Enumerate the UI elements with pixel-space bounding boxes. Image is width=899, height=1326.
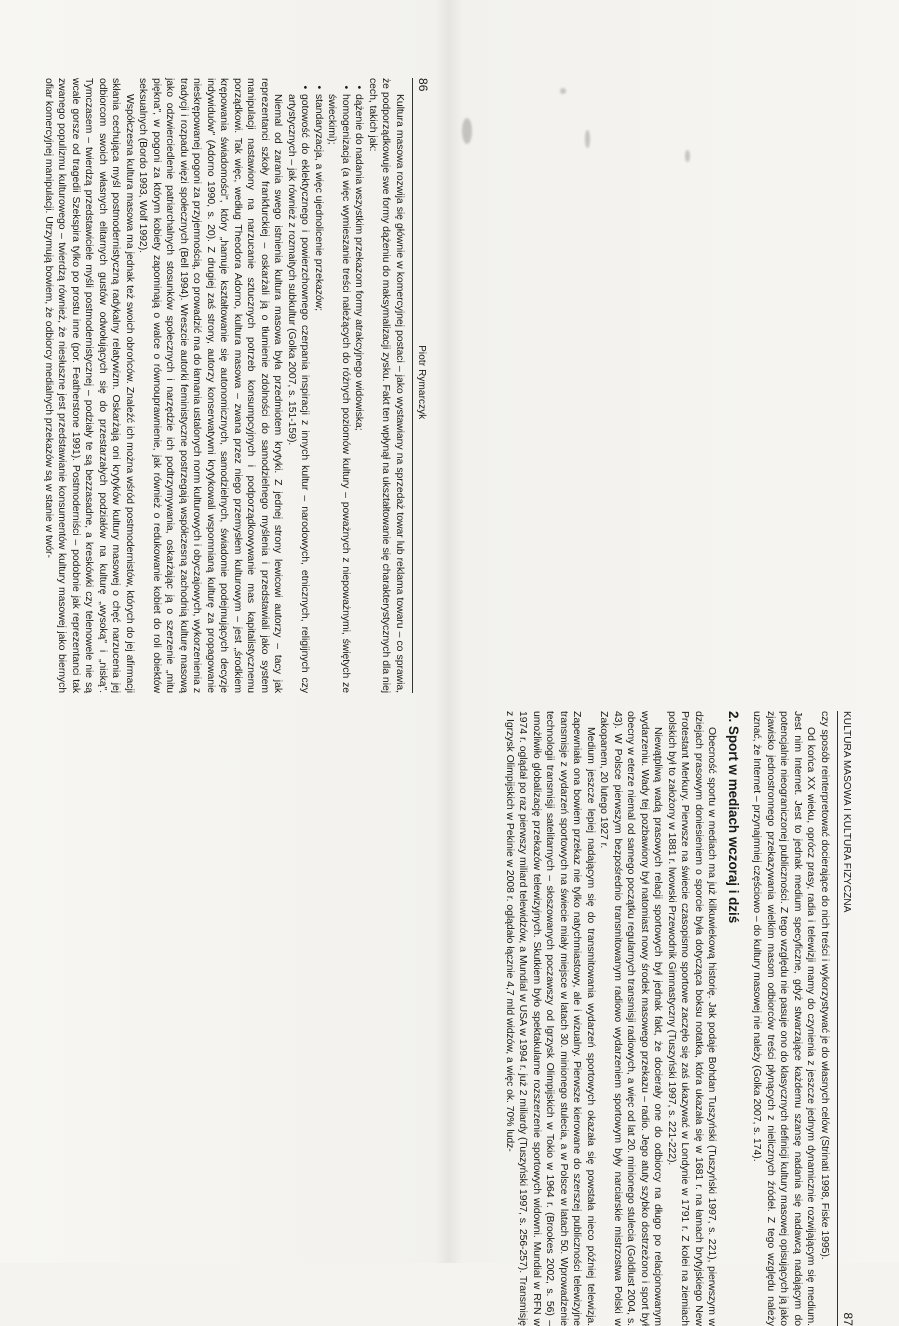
bullet-list (285, 78, 366, 693)
scan-smudge (560, 88, 566, 94)
bullet-item: • homogenizacja (a więc wymieszanie treści należących do różnych poziomów kultury – poważnych z niepoważnymi, świętych ze świeckimi); (325, 92, 352, 693)
text-column (503, 711, 832, 1326)
paragraph: Kultura masowa rozwija się głównie w komercyjnej postaci – jako wystawiany na sprzedaż towar lub reklama towaru – co sprawia, że podporządkowuje swe formy dążeniu do maksymalizacji zysku. Fakt ten wpłynął na ukształtowanie się charakterystycznych dla niej cech, takich jak: (367, 78, 405, 693)
page-header (837, 711, 855, 1326)
page-header (412, 78, 430, 693)
paragraph: Współczesna kultura masowa ma jednak też swoich obrońców. Znaleźć ich można wśród postmodernistów, których do jej afirmacji skłania cechująca myśl postmodernistyczną radykalny relatywizm. Oskarżają oni krytyków kultury masowej o chęć narzucenia jej odbiorcom swoich własnych elitarnych gustów odwołujących się do przestarzałych podziałów na kulturę „wysoką" i „niską". Tymczasem – twierdzą przedstawiciele myśli postmodernistycznej – podziały te są bezzasadne, a kreskówki czy telenowele nie są wcale gorsze od tragedii Szekspira tylko po prostu inne (por. Featherstone 1991). Postmoderniści – podobnie jak reprezentanci tak zwanego populizmu kulturowego – twierdzą również, że niesłuszne jest przedstawianie konsumentów kultury masowej jako biernych ofiar komercyjnej manipulacji. Utrzymują bowiem, że odbiorcy medialnych przekazów są w stanie w twór- (43, 78, 135, 693)
running-head: Piotr Rymarczyk (416, 345, 427, 420)
scan-smudge (585, 130, 590, 148)
paragraph: Niemal od zarania swego istnienia kultura masowa była przedmiotem krytyki. Z jednej strony lewicowi autorzy – tacy jak reprezentanci szkoły frankfurckiej – oskarżali ją o tłumienie zdolności do samodzielnego myślenia i przedstawiali jako system manipulacji nastawiony na narzucanie sztucznych potrzeb konsumpcyjnych i podporządkowywanie mas kapitalistycznemu porządkowi. Tak więc, według Theodora Adorno, kultura masowa – zwana przez niego przemysłem kulturowym – jest „środkiem krępowania świadomości", który „hamuje kształtowanie się autonomicznych, samodzielnych, świadomie podejmujących decyzje indywiduów" (Adorno 1990, s. 20). Z drugiej zaś strony, autorzy konserwatywni krytykowali wspomnianą kulturę za propagowanie nieskrępowanej pogoni za przyjemnością, co prowadzić ma do łamania ustalonych norm kulturowych i obyczajowych, wykorzenienia z tradycji i rozpadu więzi społecznych (Bell 1994). Wreszcie autorki feministyczne postrzegają współczesną zachodnią kulturę masową jako odzwierciedlenie patriarchalnych stosunków społecznych i narzędzie ich podtrzymywania, oskarżając ją o szerzenie „mitu piękna", w pogoni za którym kobiety zapominają o walce o równouprawnienie, jak również o redukowanie kobiet do roli obiektów seksualnych (Bordo 1993, Wolf 1992). (137, 78, 284, 693)
page-number: 87 (841, 1312, 855, 1326)
page-number: 86 (416, 78, 430, 92)
bullet-item: • dążenie do nadania wszystkim przekazom formy atrakcyjnego widowiska; (352, 92, 366, 693)
page-87 (435, 711, 855, 1326)
bullet-item: • gotowość do eklektycznego i powierzchownego czerpania inspiracji z innych kultur – narodowych, etnicznych, religijnych czy artystycznych – jak również z rozmaitych subkultur (Golka 2007, s. 151-159). (285, 92, 312, 693)
page-86 (10, 78, 430, 693)
paragraph: Medium jeszcze lepiej nadającym się do transmitowania wydarzeń sportowych okazała się powstała nieco później telewizja. Zapewniała ona bowiem przekaz nie tylko natychmiastowy, ale i wizualny. Pierwsze kierowane do szerszej publiczności telewizyjne transmisje z wydarzeń sportowych na świecie miały miejsce w latach 30. minionego stulecia, a w Polsce w latach 50. Wprowadzenie technologii transmisji satelitarnych – słoszowanych poczawszy od Igrzysk Olimpijskich w Tokio w 1964 r. (Brookes 2002, s. 56) – umożliwiło globalizację przekazów telewizyjnych. Skutkiem było spektakularne rozszerzenie sportowych widowni. Mundial w RFN w 1974 r. oglądał po raz pierwszy miliard telewidzów, a Mundial w USA w 1994 r. już 2 miliardy (Tuszyński 1997, s. 256-257). Transmisję z Igrzysk Olimpijskich w Pekinie w 2008 r. oglądało łącznie 4,7 mld widzów, a więc ok. 70% ludz- (504, 711, 596, 1326)
section-title: 2. Sport w mediach wczoraj i dziś (726, 711, 741, 924)
paragraph: Niewątpliwą wadą prasowych relacji sportowych był jednak fakt, że docierały one do odbiorcy na długo po relacjonowanym wydarzeniu. Wady tej pozbawiony był natomiast nowy środek masowego przekazu – radio. Jego atuty szybko dostrzeżono i sport był obecny w eterze niemal od samego początku regularnych transmisji radiowych, a więc od lat 20. minionego stulecia (Goldlust 2004, s. 43). W Polsce pierwszym bezpośrednio transmitowanym radiowo wydarzeniem sportowym były narciarskie mistrzostwa Polski w Zakopanem, 20 lutego 1927 r. (598, 711, 664, 1326)
text-column (42, 78, 407, 693)
paragraph: Obecność sportu w mediach ma już kilkuwiekową historię. Jak podaje Bohdan Tuszyński (Tuszyński 1997, s. 221), pierwszym w dziejach prasowym doniesieniem o sporcie była dotycząca boksu notatka, która ukazała się w 1681 r. na łamach brytyjskiego New Protestant Merkury. Pierwsze na świecie czasopismo sportowe zaczęło się zaś ukazywać w Londynie w 1791 r. Z kolei na ziemiach polskich był to założony w 1881 r. lwowski Przewodnik Gimnastyczny (Tuszyński 1997, s. 221-222). (666, 711, 718, 1326)
paragraph: Od końca XX wieku, oprócz prasy, radia i telewizji mamy do czynienia z jeszcze jednym dynamicznie rozwijającym się medium. Jest nim Internet. Jest to jednak medium specyficzne, gdyż stwarzające każdemu szansę nadania się nadawcą nadającym do potencjalnie nieograniczonej publiczności. Z tego względu nie pasuje ono do klasycznych definicji kultury masowej opisujących ją jako zjawisko jednostronnego przekazywania wielkim masom odbiorców treści płynących z nielicznych źródeł. Z tego względu należy uznać, że Internet – przynajmniej częściowo – do kultury masowej nie należy (Golka 2007, s. 174). (751, 711, 817, 1326)
scan-smudge (462, 118, 472, 144)
scan-smudge (685, 150, 690, 162)
running-head: KULTURA MASOWA I KULTURA FIZYCZNA (841, 711, 852, 913)
bullet-item: • standaryzacja, a więc ujednolicenie przekazów; (312, 92, 326, 693)
paragraph: czy sposób reinterpretować docierające do nich treści i wykorzystywać je do własnych celów (Strinati 1998, Fiske 1995). (819, 711, 830, 1260)
